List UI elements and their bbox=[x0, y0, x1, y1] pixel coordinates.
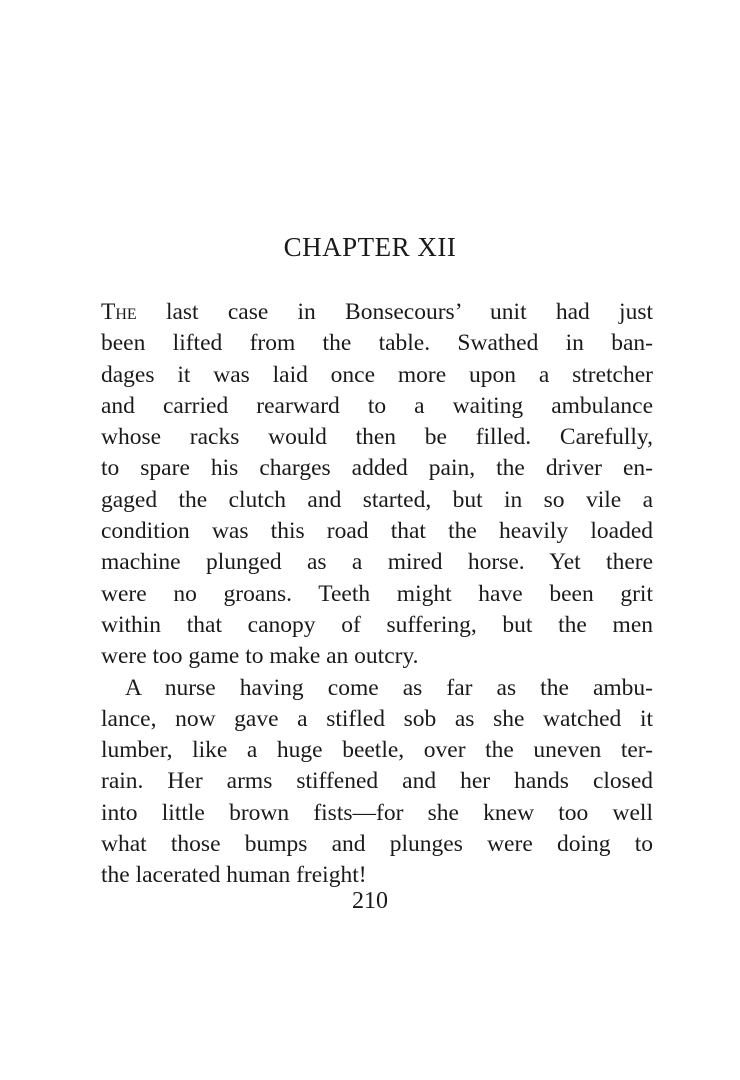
text-line: condition was this road that the heavily loaded bbox=[101, 518, 653, 545]
text-line: A nurse having come as far as the ambu- bbox=[125, 674, 653, 701]
small-caps-lead: The bbox=[101, 299, 137, 325]
page-number: 210 bbox=[352, 888, 388, 914]
text-line: within that canopy of suffering, but the men bbox=[101, 611, 653, 638]
text-line: to spare his charges added pain, the driver en- bbox=[101, 455, 653, 482]
text-line: machine plunged as a mired horse. Yet there bbox=[101, 549, 653, 576]
text-line: dages it was laid once more upon a stretcher bbox=[101, 361, 653, 388]
chapter-heading: CHAPTER XII bbox=[283, 232, 457, 262]
paragraph-1 bbox=[101, 297, 653, 673]
text-line: into little brown fists—for she knew too well bbox=[101, 799, 653, 826]
text-line: were too game to make an outcry. bbox=[101, 643, 419, 670]
text-line: gaged the clutch and started, but in so vile a bbox=[101, 486, 653, 513]
body-text bbox=[101, 297, 653, 892]
paragraph-2 bbox=[101, 673, 653, 892]
text-line: the lacerated human freight! bbox=[101, 862, 367, 889]
text-line: rain. Her arms stiffened and her hands closed bbox=[101, 768, 653, 795]
text-line: what those bumps and plunges were doing to bbox=[101, 831, 653, 858]
text-line: whose racks would then be filled. Carefully, bbox=[101, 424, 653, 451]
text-line: been lifted from the table. Swathed in ban- bbox=[101, 330, 653, 357]
text-line: were no groans. Teeth might have been grit bbox=[101, 580, 653, 607]
text-line: and carried rearward to a waiting ambulance bbox=[101, 392, 653, 419]
text-line: lance, now gave a stifled sob as she watched it bbox=[101, 705, 653, 732]
text-line: lumber, like a huge beetle, over the uneven ter- bbox=[101, 737, 653, 764]
text-line: The last case in Bonsecours’ unit had just bbox=[101, 299, 653, 325]
